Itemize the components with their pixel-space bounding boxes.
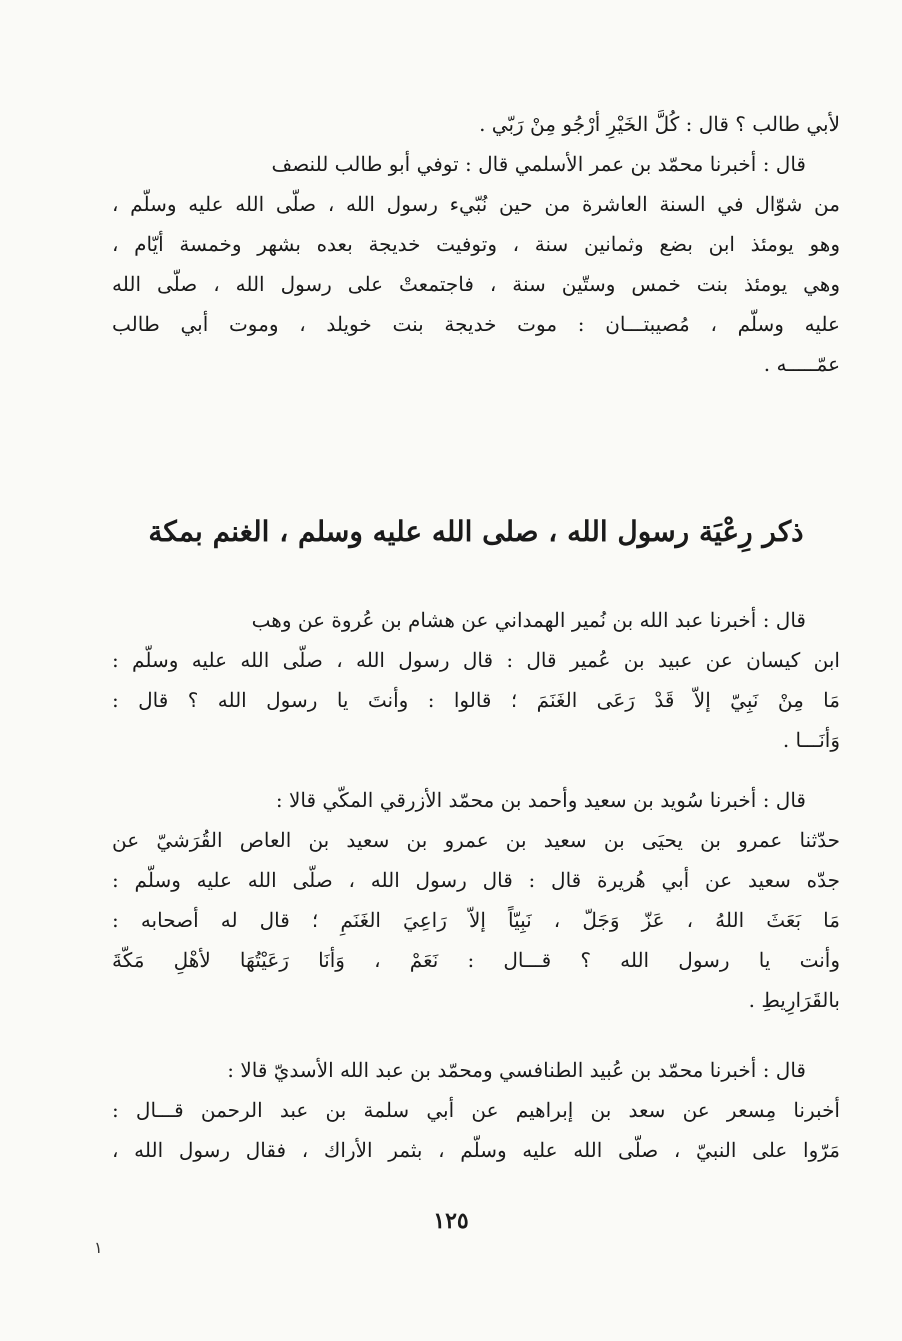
text-line: مَا بَعَثَ اللهُ ، عَزّ وَجَلّ ، نَبِيّاً إلاّ رَاعِيَ الغَنَمِ ؛ قال له أصحابه : <box>112 908 840 932</box>
text-line: جدّه سعيد عن أبي هُريرة قال : قال رسول الله ، صلّى الله عليه وسلّم : <box>112 868 840 892</box>
section-heading: ذكر رِعْيَة رسول الله ، صلى الله عليه وسلم ، الغنم بمكة <box>148 515 804 548</box>
margin-mark: ١ <box>94 1238 103 1257</box>
page-number: ١٢٥ <box>433 1208 469 1234</box>
text-line: عليه وسلّم ، مُصيبتـــان : موت خديجة بنت خويلد ، وموت أبي طالب <box>112 312 840 336</box>
text-line: من شوّال في السنة العاشرة من حين نُبّيء رسول الله ، صلّى الله عليه وسلّم ، <box>112 192 840 216</box>
section-1-text <box>112 104 840 384</box>
section-2-paragraph-1 <box>112 600 840 760</box>
text-line: حدّثنا عمرو بن يحيَى بن سعيد بن عمرو بن سعيد بن العاص القُرَشيّ عن <box>112 828 840 852</box>
section-2-paragraph-3 <box>112 1050 840 1170</box>
text-line: أخبرنا مِسعر عن سعد بن إبراهيم عن أبي سلمة بن عبد الرحمن قـــال : <box>112 1098 840 1122</box>
text-line: عمّـــــه . <box>763 352 840 376</box>
text-line: ابن كيسان عن عبيد بن عُمير قال : قال رسول الله ، صلّى الله عليه وسلّم : <box>112 648 840 672</box>
text-line: قال : أخبرنا سُويد بن سعيد وأحمد بن محمّد الأزرقي المكّي قالا : <box>275 788 806 812</box>
text-line: وأنت يا رسول الله ؟ قـــال : نَعَمْ ، وَأنَا رَعَيْتُهَا لأهْلِ مَكّةَ <box>112 948 840 972</box>
section-2-paragraph-2 <box>112 780 840 1020</box>
text-line: وهو يومئذ ابن بضع وثمانين سنة ، وتوفيت خديجة بعده بشهر وخمسة أيّام ، <box>112 232 840 256</box>
text-line: وهي يومئذ بنت خمس وستّين سنة ، فاجتمعتْ على رسول الله ، صلّى الله <box>112 272 840 296</box>
text-line: بالقَرَارِيطِ . <box>748 988 840 1012</box>
text-line: مَرّوا على النبيّ ، صلّى الله عليه وسلّم ، بثمر الأراك ، فقال رسول الله ، <box>112 1138 840 1162</box>
text-line: قال : أخبرنا محمّد بن عُبيد الطنافسي ومحمّد بن عبد الله الأسديّ قالا : <box>227 1058 806 1082</box>
text-line: قال : أخبرنا محمّد بن عمر الأسلمي قال : توفي أبو طالب للنصف <box>271 152 806 176</box>
text-line: لأبي طالب ؟ قال : كُلَّ الخَيْرِ أرْجُو مِنْ رَبّي . <box>479 112 840 136</box>
text-line: مَا مِنْ نَبِيّ إلاّ قَدْ رَعَى الغَنَمَ ؛ قالوا : وأنتَ يا رسول الله ؟ قال : <box>112 688 840 712</box>
text-line: قال : أخبرنا عبد الله بن نُمير الهمداني عن هشام بن عُروة عن وهب <box>251 608 806 632</box>
text-line: وَأنَـــا . <box>782 728 840 752</box>
